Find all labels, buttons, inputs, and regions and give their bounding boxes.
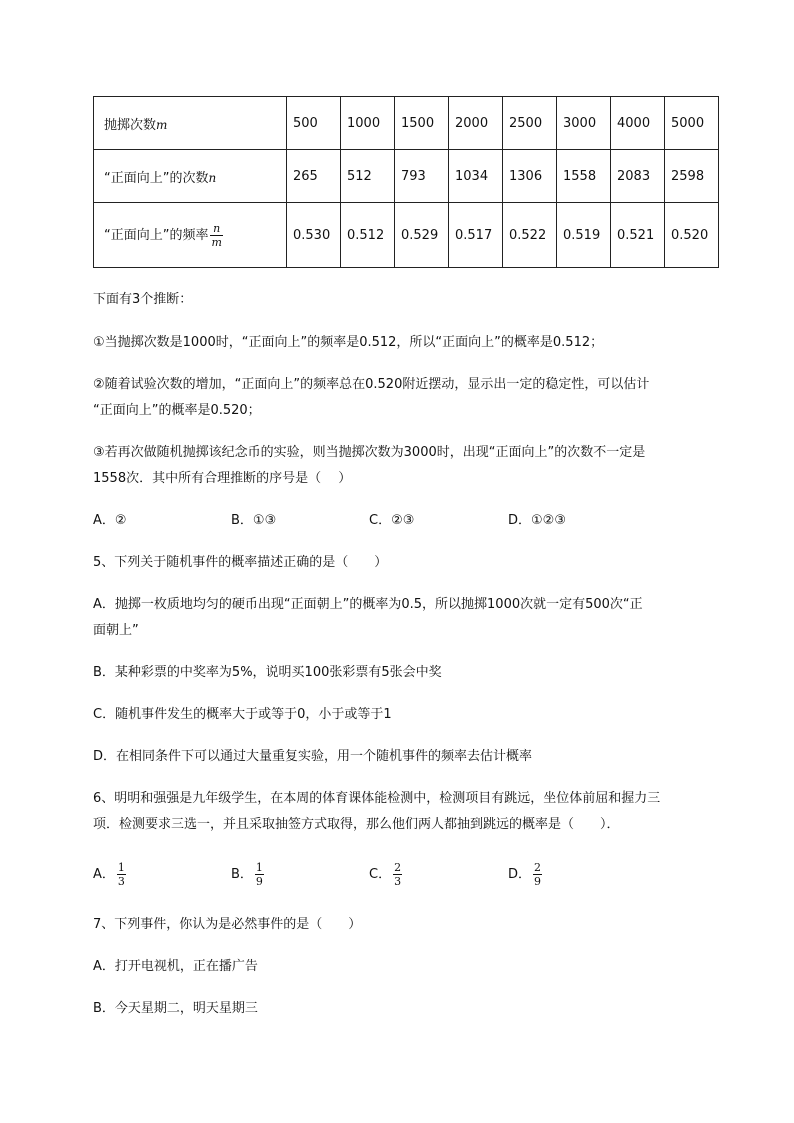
q5-option-b: B．某种彩票的中奖率为5%，说明买100张彩票有5张会中奖 xyxy=(93,665,442,680)
q7-stem: 7、下列事件，你认为是必然事件的是（ ） xyxy=(93,917,362,932)
frequency-fraction: $\frac{n}{m}$ xyxy=(211,221,222,249)
q7-option-a: A．打开电视机，正在播广告 xyxy=(93,959,258,974)
q7-option-b: B．今天星期二，明天星期三 xyxy=(93,1001,258,1016)
q4-inference-3-line2: 1558次．其中所有合理推断的序号是（ ） xyxy=(93,471,352,486)
q6-option-b: B． $\frac{1}{9}$ xyxy=(231,861,263,888)
table-cell: 265 xyxy=(287,150,341,203)
table-row-throws xyxy=(94,97,719,150)
q4-inference-1: ①当抛掷次数是1000时，“正面向上”的频率是0.512，所以“正面向上”的概率是0.512； xyxy=(93,335,604,350)
table-cell: 1000 xyxy=(341,97,395,150)
coin-toss-table xyxy=(93,96,719,268)
table-cell: 512 xyxy=(341,150,395,203)
table-cell: 0.530 xyxy=(287,203,341,268)
q4-inference-2-line1: ②随着试验次数的增加，“正面向上”的频率总在0.520附近摆动，显示出一定的稳定性，可以估计 xyxy=(93,377,650,392)
table-cell: 0.520 xyxy=(665,203,719,268)
q5-option-d: D．在相同条件下可以通过大量重复实验，用一个随机事件的频率去估计概率 xyxy=(93,749,533,764)
q4-option-c: C．②③ xyxy=(369,513,415,528)
table-cell: 0.517 xyxy=(449,203,503,268)
table-row-heads xyxy=(94,150,719,203)
table-cell: 0.519 xyxy=(557,203,611,268)
table-cell: 1558 xyxy=(557,150,611,203)
row-header-throws: 抛掷次数m xyxy=(94,97,287,150)
table-cell: 0.522 xyxy=(503,203,557,268)
table-cell: 2083 xyxy=(611,150,665,203)
q5-stem: 5、下列关于随机事件的概率描述正确的是（ ） xyxy=(93,555,388,570)
q6-stem-line2: 项．检测要求三选一，并且采取抽签方式取得，那么他们两人都抽到跳远的概率是（ ）． xyxy=(93,817,620,832)
q6-option-a: A． $\frac{1}{3}$ xyxy=(93,861,125,888)
q4-option-d: D．①②③ xyxy=(508,513,566,528)
row-header-heads: “正面向上”的次数n xyxy=(94,150,287,203)
q5-option-c: C．随机事件发生的概率大于或等于0，小于或等于1 xyxy=(93,707,392,722)
table-cell: 0.521 xyxy=(611,203,665,268)
q4-option-a: A．② xyxy=(93,513,127,528)
q5-option-a-line2: 面朝上” xyxy=(93,623,139,638)
table-row-frequency xyxy=(94,203,719,268)
q4-option-b: B．①③ xyxy=(231,513,277,528)
q6-stem-line1: 6、明明和强强是九年级学生，在本周的体育课体能检测中，检测项目有跳远，坐位体前屈和握力三 xyxy=(93,791,661,806)
q4-inference-2-line2: “正面向上”的概率是0.520； xyxy=(93,403,261,418)
table-cell: 2000 xyxy=(449,97,503,150)
q4-inference-3-line1: ③若再次做随机抛掷该纪念币的实验，则当抛掷次数为3000时，出现“正面向上”的次数不一定是 xyxy=(93,445,646,460)
q6-option-d: D． $\frac{2}{9}$ xyxy=(508,861,542,888)
table-cell: 4000 xyxy=(611,97,665,150)
q5-option-a-line1: A．抛掷一枚质地均匀的硬币出现“正面朝上”的概率为0.5，所以抛掷1000次就一定有500次“正 xyxy=(93,597,643,612)
q4-intro: 下面有3个推断： xyxy=(93,292,193,307)
table-cell: 1306 xyxy=(503,150,557,203)
table-cell: 2598 xyxy=(665,150,719,203)
table-cell: 0.529 xyxy=(395,203,449,268)
table-cell: 0.512 xyxy=(341,203,395,268)
table-cell: 500 xyxy=(287,97,341,150)
table-cell: 1500 xyxy=(395,97,449,150)
table-cell: 1034 xyxy=(449,150,503,203)
table-cell: 793 xyxy=(395,150,449,203)
row-header-frequency: “正面向上”的频率 $\frac{n}{m}$ xyxy=(94,203,287,268)
table-cell: 5000 xyxy=(665,97,719,150)
table-cell: 3000 xyxy=(557,97,611,150)
table-cell: 2500 xyxy=(503,97,557,150)
q6-option-c: C． $\frac{2}{3}$ xyxy=(369,861,402,888)
